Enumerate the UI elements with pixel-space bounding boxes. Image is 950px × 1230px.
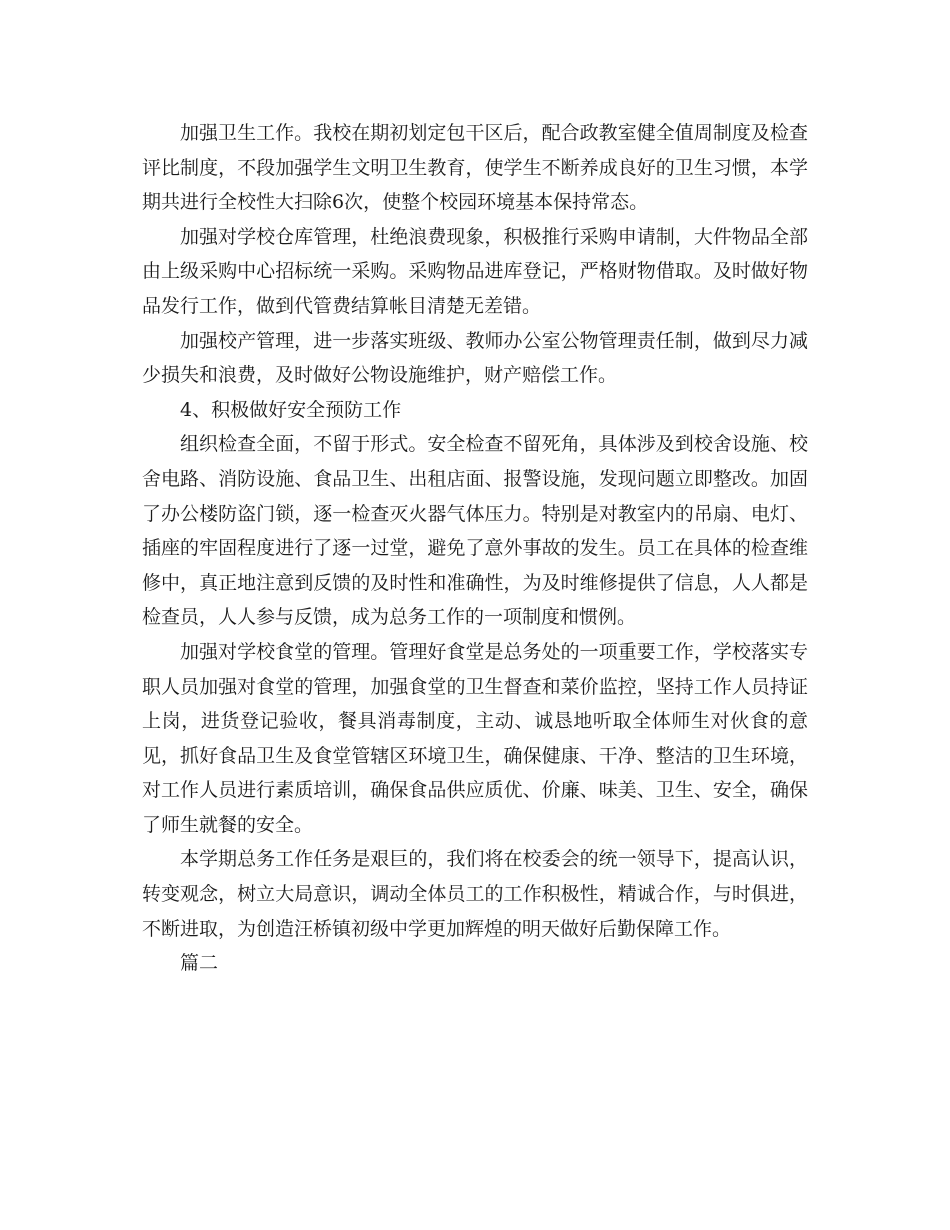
paragraph-property: 加强校产管理，进一步落实班级、教师办公室公物管理责任制，做到尽力减少损失和浪费，及时做好公物设施维护，财产赔偿工作。 [142,329,808,387]
paragraph-hygiene: 加强卫生工作。我校在期初划定包干区后，配合政教室健全值周制度及检查评比制度，不段加强学生文明卫生教育，使学生不断养成良好的卫生习惯，本学期共进行全校性大扫除6次，使整个校园环境基本保持常态。 [142,122,808,214]
paragraph-warehouse: 加强对学校仓库管理，杜绝浪费现象，积极推行采购申请制，大件物品全部由上级采购中心招标统一采购。采购物品进库登记，严格财物借取。及时做好物品发行工作，做到代管费结算帐目清楚无差错。 [142,225,808,317]
section-label-part-two: 篇二 [180,952,219,975]
paragraph-conclusion: 本学期总务工作任务是艰巨的，我们将在校委会的统一领导下，提高认识，转变观念，树立大局意识，调动全体员工的工作积极性，精诚合作，与时俱进，不断进取，为创造汪桥镇初级中学更加辉煌的明天做好后勤保障工作。 [142,848,808,940]
paragraph-canteen: 加强对学校食堂的管理。管理好食堂是总务处的一项重要工作，学校落实专职人员加强对食堂的管理，加强食堂的卫生督查和菜价监控，坚持工作人员持证上岗，进货登记验收，餐具消毒制度，主动、诚恳地听取全体师生对伙食的意见，抓好食品卫生及食堂管辖区环境卫生，确保健康、干净、整洁的卫生环境，对工作人员进行素质培训，确保食品供应质优、价廉、味美、卫生、安全，确保了师生就餐的安全。 [142,640,808,836]
section-heading-safety: 4、积极做好安全预防工作 [180,398,402,421]
paragraph-inspection: 组织检查全面，不留于形式。安全检查不留死角，具体涉及到校舍设施、校舍电路、消防设施、食品卫生、出租店面、报警设施，发现问题立即整改。加固了办公楼防盗门锁，逐一检查灭火器气体压力。特别是对教室内的吊扇、电灯、插座的牢固程度进行了逐一过堂，避免了意外事故的发生。员工在具体的检查维修中，真正地注意到反馈的及时性和准确性，为及时维修提供了信息，人人都是检查员，人人参与反馈，成为总务工作的一项制度和惯例。 [142,433,808,629]
document-body [142,116,808,981]
